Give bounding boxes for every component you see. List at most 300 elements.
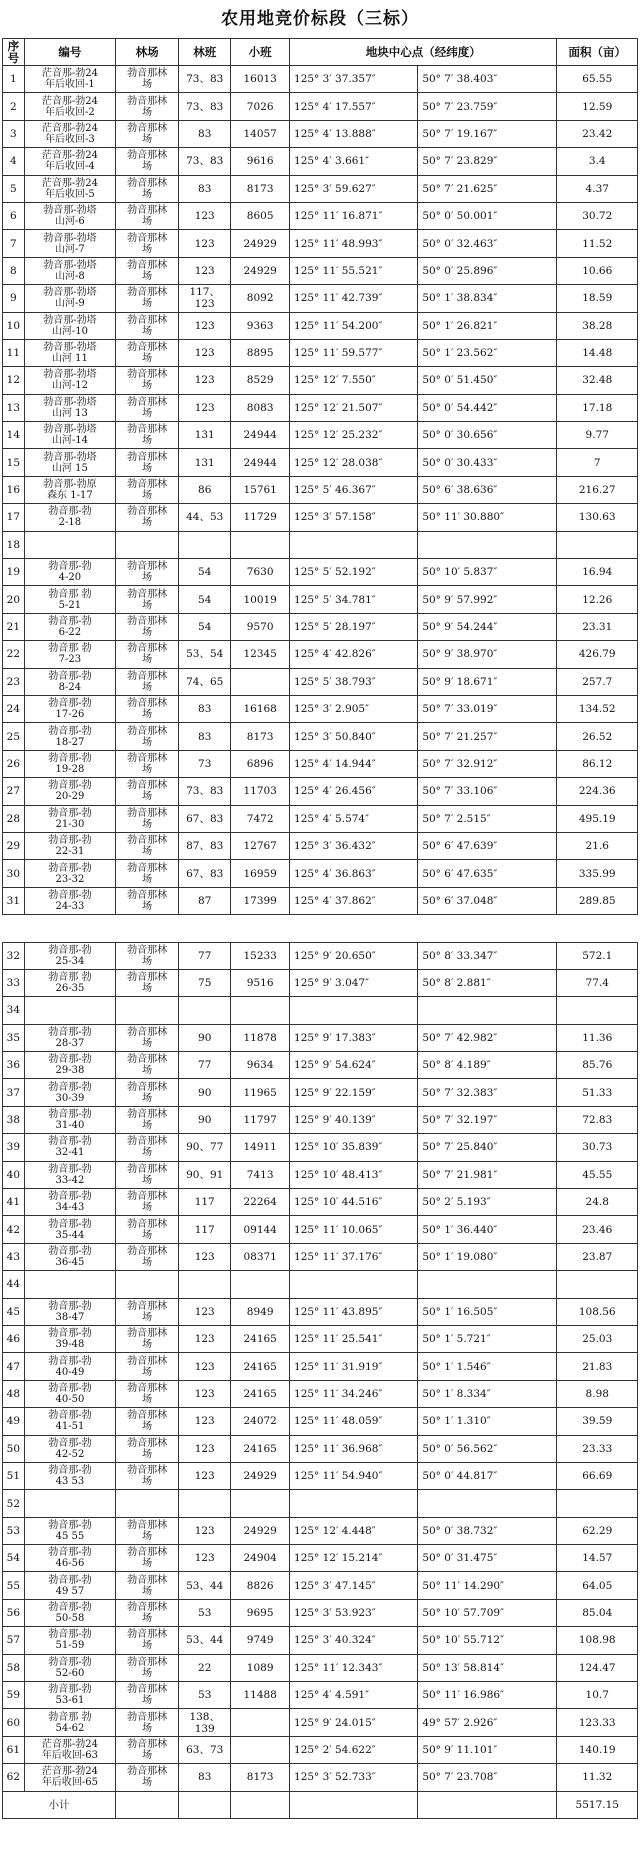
cell-area: 495.19 [557, 805, 638, 832]
table-row [3, 1462, 638, 1489]
cell-latitude: 50° 13′ 58.814″ [418, 1654, 557, 1681]
cell-area: 224.36 [557, 778, 638, 805]
cell-no: 49 [3, 1408, 25, 1435]
cell-area: 134.52 [557, 695, 638, 722]
cell-longitude: 125° 4′ 13.888″ [290, 120, 418, 147]
table-row [3, 887, 638, 914]
cell-code: 勃音那-勃 22-31 [24, 832, 115, 859]
cell-latitude: 50° 1′ 26.821″ [418, 312, 557, 339]
cell-linban: 90 [179, 1024, 231, 1051]
cell-latitude: 50° 7′ 32.197″ [418, 1106, 557, 1133]
cell-farm: 勃音那林 场 [116, 367, 179, 394]
cell-no: 48 [3, 1380, 25, 1407]
table-row [3, 1380, 638, 1407]
cell-area: 4.37 [557, 175, 638, 202]
cell-longitude: 125° 3′ 59.627″ [290, 175, 418, 202]
cell-xiaoban: 16013 [231, 66, 290, 93]
cell-xiaoban: 17399 [231, 887, 290, 914]
cell-latitude [418, 997, 557, 1024]
cell-area: 62.29 [557, 1517, 638, 1544]
cell-code: 勃音那-勃 49 57 [24, 1572, 115, 1599]
cell-xiaoban: 24929 [231, 1462, 290, 1489]
cell-latitude: 50° 0′ 25.896″ [418, 257, 557, 284]
cell-longitude: 125° 12′ 7.550″ [290, 367, 418, 394]
cell-xiaoban: 15761 [231, 476, 290, 503]
cell-area: 23.46 [557, 1216, 638, 1243]
cell-xiaoban: 11703 [231, 778, 290, 805]
cell-code: 勃音那-勃塔 山河-12 [24, 367, 115, 394]
cell-latitude: 50° 8′ 4.189″ [418, 1052, 557, 1079]
table-row [3, 1353, 638, 1380]
cell-no: 11 [3, 339, 25, 366]
cell-latitude: 50° 1′ 1.310″ [418, 1408, 557, 1435]
cell-code: 勃音那-勃塔 山河-6 [24, 202, 115, 229]
table-row [3, 202, 638, 229]
cell-longitude: 125° 5′ 38.793″ [290, 668, 418, 695]
cell-linban [179, 1490, 231, 1517]
cell-code: 勃音那-勃 2-18 [24, 504, 115, 531]
cell-xiaoban: 24904 [231, 1545, 290, 1572]
table-row [3, 1545, 638, 1572]
total-empty [418, 1791, 557, 1818]
table-row [3, 422, 638, 449]
cell-linban: 73、83 [179, 93, 231, 120]
cell-latitude: 50° 7′ 21.625″ [418, 175, 557, 202]
cell-linban: 44、53 [179, 504, 231, 531]
cell-area: 18.59 [557, 285, 638, 312]
cell-area: 289.85 [557, 887, 638, 914]
cell-area: 130.63 [557, 504, 638, 531]
table-row [3, 1408, 638, 1435]
cell-latitude: 50° 0′ 56.562″ [418, 1435, 557, 1462]
cell-longitude: 125° 9′ 22.159″ [290, 1079, 418, 1106]
cell-farm: 勃音那林 场 [116, 860, 179, 887]
cell-xiaoban: 11488 [231, 1682, 290, 1709]
cell-longitude [290, 997, 418, 1024]
cell-linban: 123 [179, 1243, 231, 1270]
cell-no: 39 [3, 1134, 25, 1161]
cell-no: 45 [3, 1298, 25, 1325]
cell-area: 124.47 [557, 1654, 638, 1681]
cell-no: 17 [3, 504, 25, 531]
cell-latitude: 50° 0′ 30.433″ [418, 449, 557, 476]
cell-code: 勃音那-勃 36-45 [24, 1243, 115, 1270]
cell-xiaoban: 22264 [231, 1189, 290, 1216]
cell-latitude: 50° 0′ 50.001″ [418, 202, 557, 229]
cell-area: 11.36 [557, 1024, 638, 1051]
cell-area [557, 1271, 638, 1298]
table-row [3, 668, 638, 695]
cell-farm: 勃音那林 场 [116, 339, 179, 366]
cell-linban: 123 [179, 367, 231, 394]
cell-linban: 83 [179, 120, 231, 147]
cell-no: 12 [3, 367, 25, 394]
cell-longitude: 125° 5′ 52.192″ [290, 559, 418, 586]
cell-xiaoban: 24929 [231, 257, 290, 284]
cell-farm: 勃音那林 场 [116, 175, 179, 202]
cell-no: 27 [3, 778, 25, 805]
table-row [3, 1490, 638, 1517]
cell-no: 22 [3, 641, 25, 668]
cell-farm [116, 1490, 179, 1517]
cell-code: 勃音那-勃 18-27 [24, 723, 115, 750]
table-row [3, 394, 638, 421]
gap-row [3, 915, 638, 942]
cell-area: 14.57 [557, 1545, 638, 1572]
cell-area: 66.69 [557, 1462, 638, 1489]
cell-linban: 123 [179, 202, 231, 229]
cell-no: 26 [3, 750, 25, 777]
cell-longitude: 125° 9′ 24.015″ [290, 1709, 418, 1736]
cell-no: 60 [3, 1709, 25, 1736]
cell-xiaoban: 11878 [231, 1024, 290, 1051]
header-row [3, 39, 638, 66]
cell-area: 23.42 [557, 120, 638, 147]
cell-no: 50 [3, 1435, 25, 1462]
cell-code: 勃音那-勃 28-37 [24, 1024, 115, 1051]
header-xiaoban: 小班 [231, 39, 290, 66]
cell-longitude: 125° 4′ 4.591″ [290, 1682, 418, 1709]
cell-code: 勃音那 勃 7-23 [24, 641, 115, 668]
table-row [3, 1435, 638, 1462]
table-row [3, 778, 638, 805]
cell-latitude: 50° 7′ 23.708″ [418, 1764, 557, 1791]
cell-no: 52 [3, 1490, 25, 1517]
cell-longitude: 125° 4′ 26.456″ [290, 778, 418, 805]
cell-xiaoban [231, 531, 290, 558]
table-row [3, 312, 638, 339]
cell-latitude: 50° 8′ 33.347″ [418, 942, 557, 969]
cell-code: 勃音那-勃 33-42 [24, 1161, 115, 1188]
cell-area: 335.99 [557, 860, 638, 887]
cell-linban [179, 531, 231, 558]
cell-latitude: 50° 0′ 44.817″ [418, 1462, 557, 1489]
cell-xiaoban: 14911 [231, 1134, 290, 1161]
cell-xiaoban: 9749 [231, 1627, 290, 1654]
cell-linban: 54 [179, 586, 231, 613]
cell-code: 勃音那-勃塔 山河 11 [24, 339, 115, 366]
cell-no: 32 [3, 942, 25, 969]
table-row [3, 1298, 638, 1325]
cell-no: 61 [3, 1736, 25, 1763]
cell-latitude: 50° 9′ 38.970″ [418, 641, 557, 668]
cell-longitude: 125° 3′ 57.158″ [290, 504, 418, 531]
cell-farm: 勃音那林 场 [116, 969, 179, 996]
cell-xiaoban: 16168 [231, 695, 290, 722]
cell-code: 勃音那 勃 5-21 [24, 586, 115, 613]
cell-code: 勃音那-勃 4-20 [24, 559, 115, 586]
cell-longitude: 125° 11′ 54.940″ [290, 1462, 418, 1489]
cell-area: 108.56 [557, 1298, 638, 1325]
cell-latitude: 50° 7′ 32.383″ [418, 1079, 557, 1106]
cell-code: 茫音那-勃24 年后收回-3 [24, 120, 115, 147]
cell-linban: 123 [179, 394, 231, 421]
cell-no: 4 [3, 148, 25, 175]
cell-farm: 勃音那林 场 [116, 1599, 179, 1626]
cell-xiaoban: 9616 [231, 148, 290, 175]
cell-xiaoban: 8173 [231, 175, 290, 202]
cell-xiaoban: 24165 [231, 1435, 290, 1462]
cell-area: 123.33 [557, 1709, 638, 1736]
cell-xiaoban: 8092 [231, 285, 290, 312]
cell-linban: 53 [179, 1682, 231, 1709]
cell-longitude: 125° 12′ 4.448″ [290, 1517, 418, 1544]
table-body-part2 [3, 942, 638, 1791]
cell-code: 勃音那-勃 50-58 [24, 1599, 115, 1626]
total-row [3, 1791, 638, 1818]
cell-no: 55 [3, 1572, 25, 1599]
cell-no: 2 [3, 93, 25, 120]
cell-longitude: 125° 4′ 37.862″ [290, 887, 418, 914]
cell-farm: 勃音那林 场 [116, 66, 179, 93]
cell-farm: 勃音那林 场 [116, 1462, 179, 1489]
cell-farm: 勃音那林 场 [116, 750, 179, 777]
cell-area: 12.59 [557, 93, 638, 120]
cell-longitude: 125° 5′ 46.367″ [290, 476, 418, 503]
cell-code: 勃音那-勃 40-49 [24, 1353, 115, 1380]
cell-area: 85.76 [557, 1052, 638, 1079]
table-gap [3, 915, 638, 942]
header-area: 面积（亩） [557, 39, 638, 66]
cell-code: 勃音那-勃 32-41 [24, 1134, 115, 1161]
cell-farm: 勃音那林 场 [116, 476, 179, 503]
cell-area: 23.33 [557, 1435, 638, 1462]
cell-no: 38 [3, 1106, 25, 1133]
cell-code: 勃音那-勃塔 山河-9 [24, 285, 115, 312]
cell-code: 勃音那-勃 21-30 [24, 805, 115, 832]
cell-area: 77.4 [557, 969, 638, 996]
cell-longitude: 125° 9′ 17.383″ [290, 1024, 418, 1051]
cell-code: 勃音那-勃 46-56 [24, 1545, 115, 1572]
header-farm: 林场 [116, 39, 179, 66]
cell-linban: 123 [179, 257, 231, 284]
cell-area: 3.4 [557, 148, 638, 175]
cell-xiaoban: 08371 [231, 1243, 290, 1270]
cell-latitude: 50° 0′ 32.463″ [418, 230, 557, 257]
total-empty [290, 1791, 418, 1818]
cell-linban: 123 [179, 1408, 231, 1435]
cell-xiaoban: 24929 [231, 1517, 290, 1544]
cell-code: 勃音那-勃 42-52 [24, 1435, 115, 1462]
cell-farm: 勃音那林 场 [116, 1709, 179, 1736]
cell-farm: 勃音那林 场 [116, 805, 179, 832]
table-row [3, 1572, 638, 1599]
cell-linban: 67、83 [179, 860, 231, 887]
cell-longitude: 125° 9′ 20.650″ [290, 942, 418, 969]
cell-linban: 53、44 [179, 1572, 231, 1599]
cell-linban: 123 [179, 1462, 231, 1489]
cell-no: 1 [3, 66, 25, 93]
cell-area: 11.32 [557, 1764, 638, 1791]
cell-linban: 54 [179, 613, 231, 640]
cell-no: 44 [3, 1271, 25, 1298]
table-row [3, 1079, 638, 1106]
table-row [3, 832, 638, 859]
cell-farm: 勃音那林 场 [116, 202, 179, 229]
cell-area: 140.19 [557, 1736, 638, 1763]
cell-linban: 117 [179, 1216, 231, 1243]
table-row [3, 1189, 638, 1216]
cell-area: 32.48 [557, 367, 638, 394]
cell-farm: 勃音那林 场 [116, 93, 179, 120]
table-row [3, 148, 638, 175]
cell-no: 9 [3, 285, 25, 312]
cell-longitude: 125° 3′ 50.840″ [290, 723, 418, 750]
cell-xiaoban: 24165 [231, 1325, 290, 1352]
cell-farm: 勃音那林 场 [116, 230, 179, 257]
cell-area: 39.59 [557, 1408, 638, 1435]
cell-farm: 勃音那林 场 [116, 1134, 179, 1161]
cell-linban: 54 [179, 559, 231, 586]
cell-linban: 123 [179, 1325, 231, 1352]
cell-latitude: 50° 7′ 21.257″ [418, 723, 557, 750]
cell-latitude: 50° 1′ 8.334″ [418, 1380, 557, 1407]
cell-no: 62 [3, 1764, 25, 1791]
cell-xiaoban: 24944 [231, 422, 290, 449]
cell-no: 16 [3, 476, 25, 503]
cell-xiaoban: 09144 [231, 1216, 290, 1243]
cell-code: 勃音那 勃 26-35 [24, 969, 115, 996]
cell-area: 38.28 [557, 312, 638, 339]
cell-code: 勃音那-勃 24-33 [24, 887, 115, 914]
cell-code: 勃音那-勃 41-51 [24, 1408, 115, 1435]
cell-longitude: 125° 11′ 10.065″ [290, 1216, 418, 1243]
cell-area [557, 531, 638, 558]
cell-latitude: 50° 1′ 19.080″ [418, 1243, 557, 1270]
cell-no: 41 [3, 1189, 25, 1216]
cell-farm [116, 1271, 179, 1298]
cell-xiaoban: 8895 [231, 339, 290, 366]
cell-xiaoban: 1089 [231, 1654, 290, 1681]
cell-area: 426.79 [557, 641, 638, 668]
cell-area: 65.55 [557, 66, 638, 93]
cell-farm: 勃音那林 场 [116, 1052, 179, 1079]
cell-no: 25 [3, 723, 25, 750]
cell-linban: 87、83 [179, 832, 231, 859]
cell-code: 茫音那-勃24 年后收回-2 [24, 93, 115, 120]
table-row [3, 285, 638, 312]
cell-farm [116, 531, 179, 558]
cell-linban: 123 [179, 1298, 231, 1325]
cell-latitude: 50° 7′ 42.982″ [418, 1024, 557, 1051]
cell-latitude: 50° 7′ 25.840″ [418, 1134, 557, 1161]
cell-longitude [290, 1490, 418, 1517]
cell-xiaoban: 8605 [231, 202, 290, 229]
cell-latitude: 50° 7′ 2.515″ [418, 805, 557, 832]
table-row [3, 230, 638, 257]
table-row [3, 339, 638, 366]
cell-longitude: 125° 3′ 47.145″ [290, 1572, 418, 1599]
cell-code: 勃音那-勃塔 山河 13 [24, 394, 115, 421]
cell-xiaoban: 7472 [231, 805, 290, 832]
cell-linban: 87 [179, 887, 231, 914]
cell-latitude: 50° 1′ 36.440″ [418, 1216, 557, 1243]
cell-code: 勃音那-勃 35-44 [24, 1216, 115, 1243]
cell-no: 40 [3, 1161, 25, 1188]
cell-area: 85.04 [557, 1599, 638, 1626]
cell-latitude: 50° 10′ 5.837″ [418, 559, 557, 586]
cell-code: 勃音那-勃 43 53 [24, 1462, 115, 1489]
header-linban: 林班 [179, 39, 231, 66]
cell-latitude: 50° 9′ 54.244″ [418, 613, 557, 640]
cell-xiaoban: 8173 [231, 723, 290, 750]
header-code: 编号 [24, 39, 115, 66]
cell-longitude: 125° 11′ 54.200″ [290, 312, 418, 339]
cell-farm: 勃音那林 场 [116, 504, 179, 531]
cell-latitude: 50° 6′ 38.636″ [418, 476, 557, 503]
cell-linban: 117 [179, 1189, 231, 1216]
cell-farm: 勃音那林 场 [116, 394, 179, 421]
table-row [3, 1325, 638, 1352]
cell-area [557, 997, 638, 1024]
cell-latitude: 50° 9′ 57.992″ [418, 586, 557, 613]
cell-latitude: 50° 6′ 47.635″ [418, 860, 557, 887]
cell-longitude: 125° 9′ 40.139″ [290, 1106, 418, 1133]
cell-area: 8.98 [557, 1380, 638, 1407]
total-label: 小计 [3, 1791, 116, 1818]
table-row [3, 1709, 638, 1736]
cell-code: 勃音那-勃 31-40 [24, 1106, 115, 1133]
cell-no: 36 [3, 1052, 25, 1079]
cell-xiaoban: 24944 [231, 449, 290, 476]
cell-longitude: 125° 11′ 37.176″ [290, 1243, 418, 1270]
cell-farm: 勃音那林 场 [116, 586, 179, 613]
cell-linban: 90、91 [179, 1161, 231, 1188]
table-row [3, 531, 638, 558]
cell-xiaoban: 8529 [231, 367, 290, 394]
cell-code: 勃音那-勃 34-43 [24, 1189, 115, 1216]
cell-code: 茫音那-勃24 年后收回-4 [24, 148, 115, 175]
cell-linban [179, 1271, 231, 1298]
cell-longitude: 125° 11′ 55.521″ [290, 257, 418, 284]
cell-code: 勃音那-勃塔 山河-14 [24, 422, 115, 449]
cell-farm: 勃音那林 场 [116, 1517, 179, 1544]
cell-area: 10.7 [557, 1682, 638, 1709]
cell-code: 勃音那-勃塔 山河-8 [24, 257, 115, 284]
cell-farm: 勃音那林 场 [116, 1627, 179, 1654]
cell-longitude: 125° 10′ 44.516″ [290, 1189, 418, 1216]
cell-linban: 75 [179, 969, 231, 996]
table-row [3, 1106, 638, 1133]
cell-latitude: 50° 10′ 55.712″ [418, 1627, 557, 1654]
table-row [3, 1271, 638, 1298]
cell-longitude: 125° 12′ 28.038″ [290, 449, 418, 476]
cell-no: 34 [3, 997, 25, 1024]
bid-table [2, 38, 638, 1819]
cell-code: 勃音那-勃 38-47 [24, 1298, 115, 1325]
cell-longitude: 125° 10′ 48.413″ [290, 1161, 418, 1188]
cell-code: 勃音那-勃塔 山河-7 [24, 230, 115, 257]
cell-code: 勃音那-勃 20-29 [24, 778, 115, 805]
cell-code: 勃音那-勃 40-50 [24, 1380, 115, 1407]
cell-linban: 90 [179, 1079, 231, 1106]
cell-no: 56 [3, 1599, 25, 1626]
cell-farm: 勃音那林 场 [116, 422, 179, 449]
cell-farm: 勃音那林 场 [116, 1572, 179, 1599]
cell-linban: 123 [179, 1380, 231, 1407]
table-row [3, 1517, 638, 1544]
cell-linban: 73、83 [179, 778, 231, 805]
cell-linban: 73、83 [179, 66, 231, 93]
cell-area: 12.26 [557, 586, 638, 613]
gap-cell [3, 915, 638, 942]
cell-longitude: 125° 9′ 54.624″ [290, 1052, 418, 1079]
cell-linban: 123 [179, 1435, 231, 1462]
cell-code: 茫音那-勃24 年后收回-1 [24, 66, 115, 93]
cell-farm: 勃音那林 场 [116, 695, 179, 722]
cell-xiaoban [231, 1709, 290, 1736]
cell-farm: 勃音那林 场 [116, 1106, 179, 1133]
